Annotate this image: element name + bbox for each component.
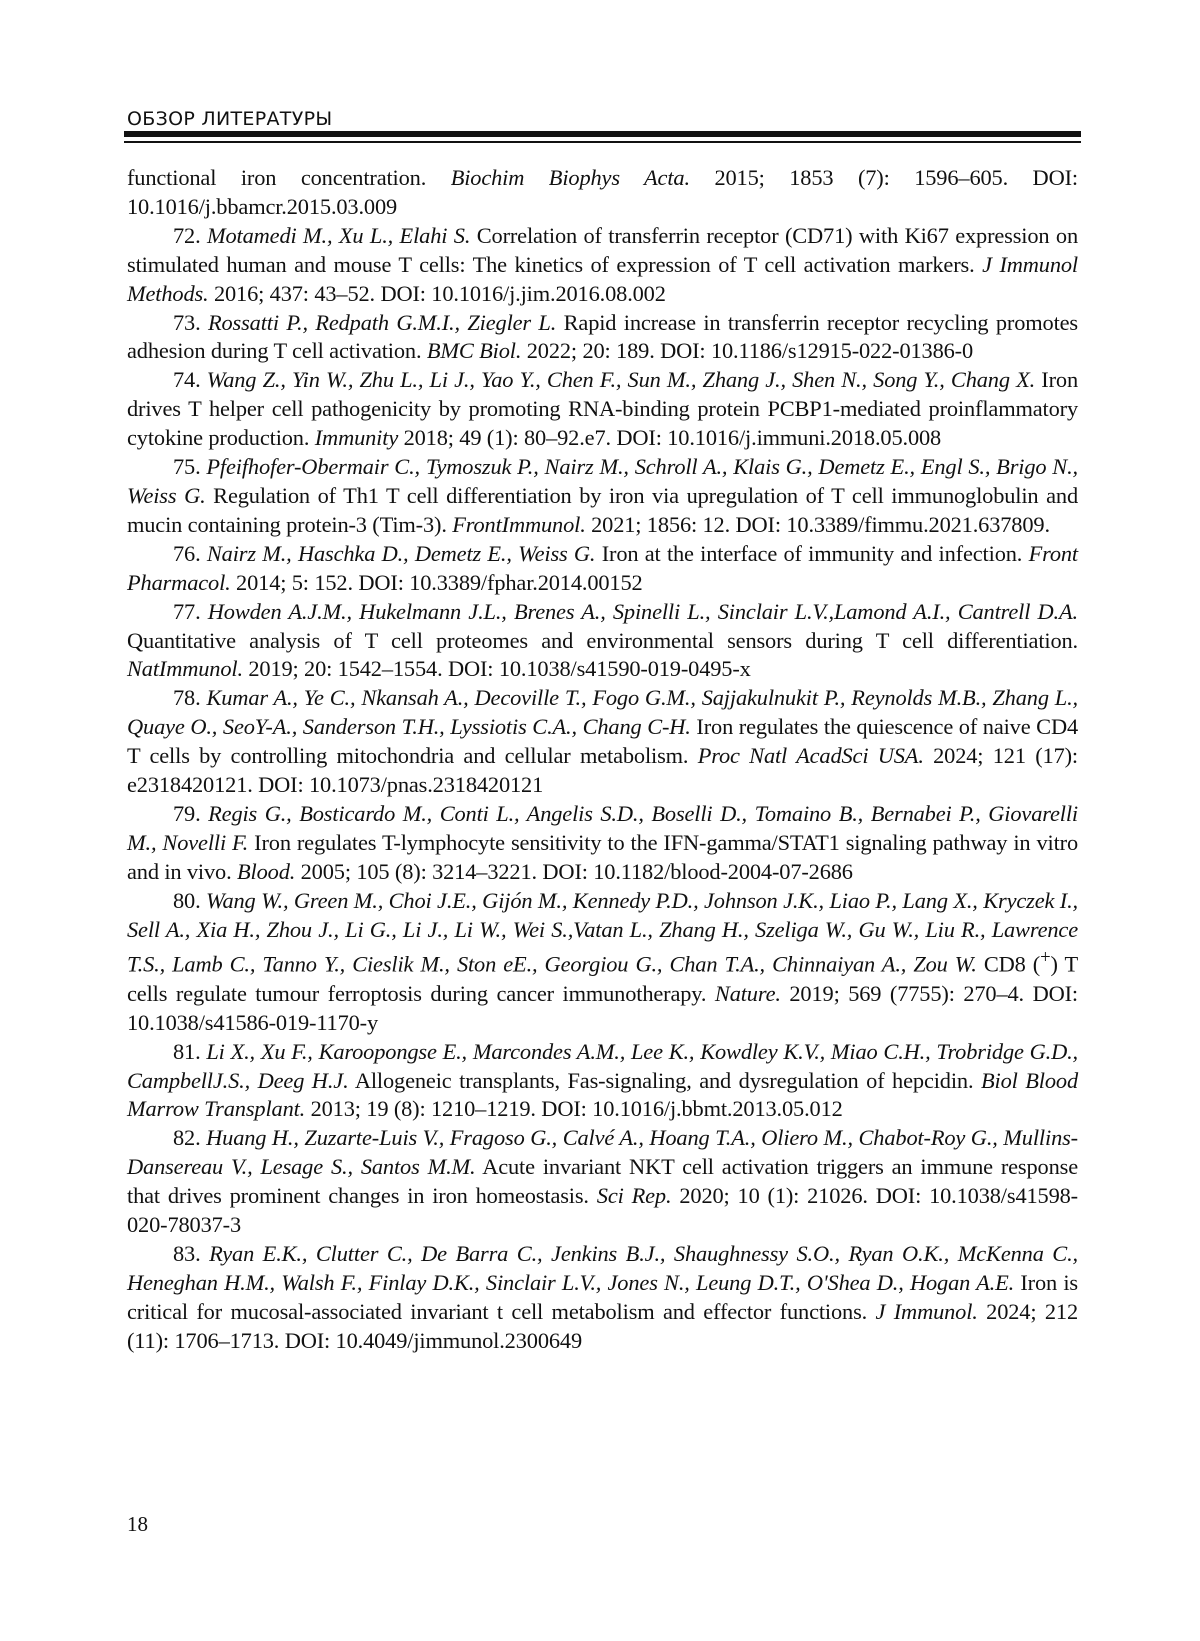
reference-text: 2016; 437: 43–52. DOI: 10.1016/j.jim.2016.08.002 [208,280,666,306]
reference-text: Iron regulates T-lymphocyte sensitivity to the IFN-gamma/STAT1 signaling pathway in vitro and in vivo. [127,829,1078,884]
reference-entry [127,1124,1078,1240]
reference-text: Iron regulates the quiescence of naive CD4 T cells by controlling mitochondria and cellular metabolism. [127,714,1079,769]
reference-text: Iron at the interface of immunity and infection. [595,540,1029,566]
reference-italic-text: Front Pharmacol. [127,540,1078,595]
reference-italic-text: Proc Natl AcadSci USA. [697,743,924,769]
reference-italic-text: Biochim Biophys Acta. [450,165,690,190]
reference-text: 74. [173,367,207,393]
reference-italic-text: J Immunol Methods. [127,251,1078,306]
reference-superscript: + [1040,947,1051,969]
reference-italic-text: Nairz M., Haschka D., Demetz E., Weiss G. [206,540,596,566]
page-number: 18 [127,1512,148,1536]
reference-italic-text: Motamedi M., Xu L., Elahi S. [207,222,471,248]
reference-entry [127,222,1078,309]
reference-italic-text: Pfeifhofer-Obermair C., Tymoszuk P., Nairz M., Schroll A., Klais G., Demetz E., Engl S., Brigo N., Weiss G. [127,454,1078,508]
reference-text: 2019; 569 (7755): 270–4. DOI: 10.1038/s41586-019-1170-y [127,980,1078,1035]
reference-italic-text: Wang W., Green M., Choi J.E., Gijón M., Kennedy P.D., Johnson J.K., Liao P., Lang X., Kryczek I., Sell A., Xia H., Zhou J., Li G., Li J., Li W., Wei S.,Vatan L., Zhang H., Szeliga W., Gu W., Liu R., Lawrence T.S., Lamb C., Tanno Y., Cieslik M., Ston eE., Georgiou G., Chan T.A., Chinnaiyan A., Zou W. [127,887,1078,977]
reference-text: ) T cells regulate tumour ferroptosis during cancer immunotherapy. [127,951,1078,1006]
reference-entry [127,164,1078,222]
reference-text: 2014; 5: 152. DOI: 10.3389/fphar.2014.00152 [230,569,643,595]
reference-italic-text: Immunity [314,425,399,451]
reference-text: 77. [173,598,208,624]
reference-italic-text: Nature. [714,980,781,1006]
reference-text: 2021; 1856: 12. DOI: 10.3389/fimmu.2021.637809. [585,511,1050,537]
reference-text: 2005; 105 (8): 3214–3221. DOI: 10.1182/blood-2004-07-2686 [295,858,853,884]
reference-italic-text: Rossatti P., Redpath G.M.I., Ziegler L. [207,309,557,335]
reference-list [127,164,1078,1356]
reference-text: Correlation of transferrin receptor (CD71) with Ki67 expression on stimulated human and mouse T cells: The kinetics of expression of T cell activation markers. [127,222,1079,277]
reference-text: Regulation of Th1 T cell differentiation by iron via upregulation of T cell immunoglobulin and mucin containing protein-3 (Tim-3). [127,482,1078,537]
reference-text: 83. [173,1241,210,1266]
reference-text: 2019; 20: 1542–1554. DOI: 10.1038/s41590-019-0495-x [242,656,751,682]
reference-text: 2022; 20: 189. DOI: 10.1186/s12915-022-01386-0 [521,338,974,364]
reference-entry [127,309,1078,367]
reference-italic-text: Howden A.J.M., Hukelmann J.L., Brenes A., Spinelli L., Sinclair L.V.,Lamond A.I., Cantrell D.A. [207,598,1078,624]
reference-text: Iron drives T helper cell pathogenicity by promoting RNA-binding protein PCBP1-mediated proinflammatory cytokine production. [127,367,1078,451]
reference-entry [127,887,1078,1038]
reference-entry [127,800,1078,887]
reference-text: Acute invariant NKT cell activation triggers an immune response that drives prominent changes in iron homeostasis. [127,1154,1078,1209]
reference-italic-text: FrontImmunol. [452,511,586,537]
reference-entry [127,540,1078,598]
reference-italic-text: Sci Rep. [596,1183,672,1209]
reference-entry [127,453,1078,540]
reference-entry [127,1240,1078,1356]
reference-text: CD8 ( [976,951,1041,977]
reference-text: Allogeneic transplants, Fas-signaling, and dysregulation of hepcidin. [348,1067,981,1093]
header-rule-thick [124,131,1081,137]
reference-italic-text: J Immunol. [875,1298,978,1324]
reference-text: 2020; 10 (1): 21026. DOI: 10.1038/s41598-020-78037-3 [127,1183,1078,1238]
reference-italic-text: NatImmunol. [127,656,243,682]
section-header: ОБЗОР ЛИТЕРАТУРЫ [127,108,333,130]
reference-text: 76. [173,540,207,566]
reference-text: 82. [173,1125,207,1151]
reference-italic-text: Ryan E.K., Clutter C., De Barra C., Jenkins B.J., Shaughnessy S.O., Ryan O.K., McKenna C., Heneghan H.M., Walsh F., Finlay D.K., Sinclair L.V., Jones N., Leung D.T., O'Shea D., Hogan A.E. [127,1241,1078,1295]
reference-italic-text: BMC Biol. [426,338,522,364]
reference-text: Quantitative analysis of T cell proteomes and environmental sensors during T cell differentiation. [127,627,1078,653]
reference-text: functional iron concentration. [127,165,451,190]
reference-entry [127,598,1078,685]
reference-entry [127,684,1078,800]
reference-italic-text: Biol Blood Marrow Transplant. [127,1067,1078,1122]
reference-entry [127,366,1078,453]
reference-text: 73. [173,309,208,335]
reference-italic-text: Blood. [237,858,296,884]
reference-text: 2015; 1853 (7): 1596–605. DOI: 10.1016/j.bbamcr.2015.03.009 [127,165,1078,219]
reference-text: 72. [173,222,207,248]
reference-text: 2013; 19 (8): 1210–1219. DOI: 10.1016/j.bbmt.2013.05.012 [305,1096,843,1122]
reference-italic-text: Wang Z., Yin W., Zhu L., Li J., Yao Y., Chen F., Sun M., Zhang J., Shen N., Song Y., Chang X. [206,367,1036,393]
reference-text: 78. [173,685,207,711]
reference-text: Iron is critical for mucosal-associated invariant t cell metabolism and effector functions. [127,1269,1078,1324]
reference-text: Rapid increase in transferrin receptor recycling promotes adhesion during T cell activation. [127,309,1078,364]
reference-text: 75. [173,454,207,480]
reference-text: 2024; 121 (17): e2318420121. DOI: 10.1073/pnas.2318420121 [127,743,1078,798]
reference-entry [127,1038,1078,1125]
reference-text: 2024; 212 (11): 1706–1713. DOI: 10.4049/jimmunol.2300649 [127,1298,1078,1353]
reference-italic-text: Li X., Xu F., Karoopongse E., Marcondes A.M., Lee K., Kowdley K.V., Miao C.H., Trobridge G.D., CampbellJ.S., Deeg H.J. [127,1038,1078,1093]
header-rule-thin [124,141,1081,143]
reference-text: 79. [173,800,209,826]
reference-text: 2018; 49 (1): 80–92.e7. DOI: 10.1016/j.immuni.2018.05.008 [398,425,942,451]
reference-italic-text: Kumar A., Ye C., Nkansah A., Decoville T., Fogo G.M., Sajjakulnukit P., Reynolds M.B., Zhang L., Quaye O., SeoY-A., Sanderson T.H., Lyssiotis C.A., Chang C-H. [127,685,1078,740]
reference-italic-text: Huang H., Zuzarte-Luis V., Fragoso G., Calvé A., Hoang T.A., Oliero M., Chabot-Roy G., Mullins-Dansereau V., Lesage S., Santos M.M. [127,1125,1078,1180]
reference-text: 80. [173,887,207,913]
reference-italic-text: Regis G., Bosticardo M., Conti L., Angelis S.D., Boselli D., Tomaino B., Bernabei P., Giovarelli M., Novelli F. [127,800,1078,855]
reference-text: 81. [173,1038,207,1064]
